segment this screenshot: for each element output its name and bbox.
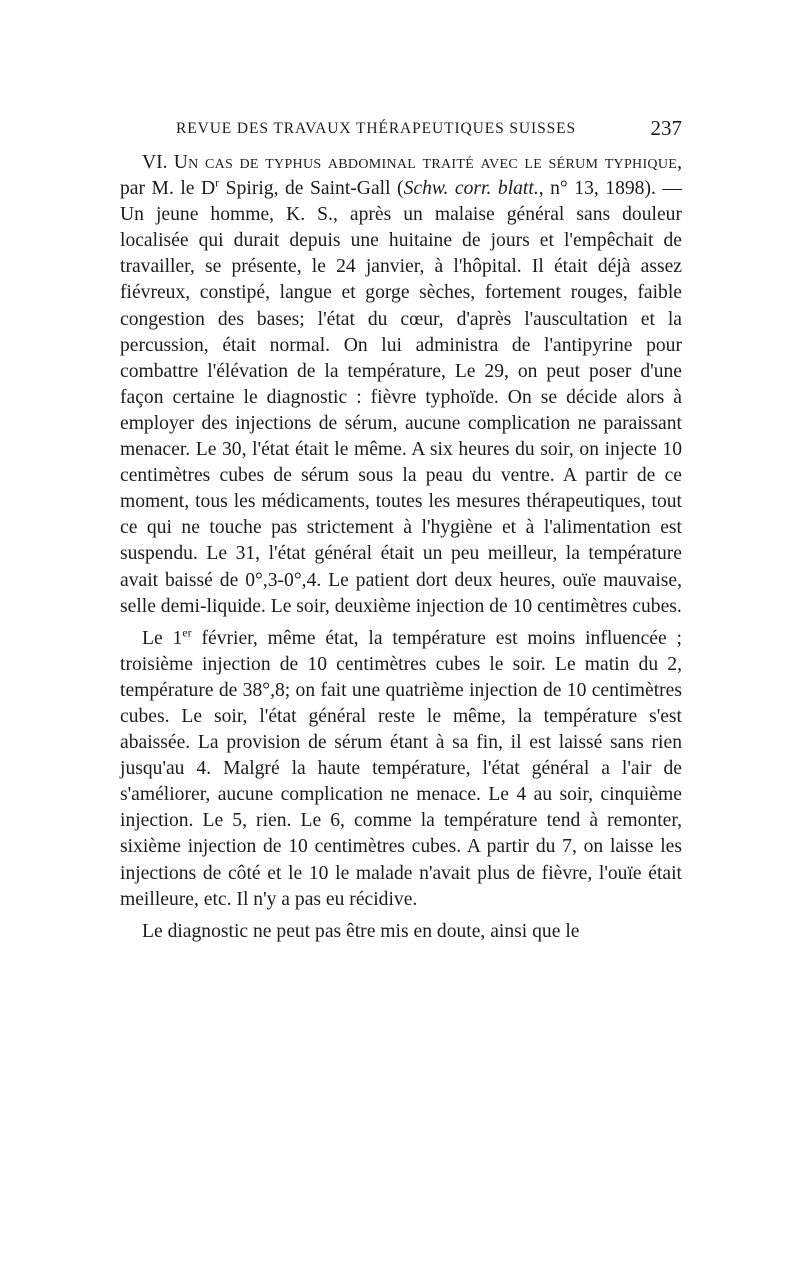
article-paragraph-2 xyxy=(120,626,682,913)
running-head xyxy=(120,118,682,148)
page-number: 237 xyxy=(650,116,682,140)
book-page xyxy=(120,118,682,945)
paragraph-2-start: Le 1 xyxy=(142,627,183,649)
journal-name: Schw. corr. blatt. xyxy=(403,178,539,200)
article-number: VI. xyxy=(142,152,168,173)
paragraph-1-body: , n° 13, 1898). — Un jeune homme, K. S., après un malaise général sans douleur localisée qui durait depuis une huitaine de jours et l'empêchait de travailler, se présente, le 24 janvier, à l'hôpital. Il était déjà assez fiévreux, constipé, langue et gorge sèches, fortement rouges, faible congestion des bases; l'état du cœur, d'après l'auscultation et la percussion, était normal. On lui administra de l'antipyrine pour combattre l'élévation de la température, Le 29, on peut poser d'une façon certaine le diagnostic : fièvre typhoïde. On se décide alors à employer des injections de sérum, aucune complication ne paraissant menacer. Le 30, l'état était le même. A six heures du soir, on injecte 10 centimètres cubes de sérum sous la peau du ventre. A partir de ce moment, tous les médicaments, toutes les mesures thérapeutiques, tout ce qui ne touche pas strictement à l'hygiène et à l'alimentation est suspendu. Le 31, l'état général était un peu meilleur, la température avait baissé de 0°,3-0°,4. Le patient dort deux heures, ouïe mauvaise, selle demi-liquide. Le soir, deuxième injection de 10 centimètres cubes. xyxy=(120,178,682,617)
paragraph-2-body: février, même état, la température est moins influencée ; troisième injection de 10 centimètres cubes le soir. Le matin du 2, température de 38°,8; on fait une quatrième injection de 10 centimètres cubes. Le soir, l'état général reste le même, la température s'est abaissée. La provision de sérum étant à sa fin, il est laissé sans rien jusqu'au 4. Malgré la haute température, l'état général a l'air de s'améliorer, aucune complication ne menace. Le 4 au soir, cinquième injection. Le 5, rien. Le 6, comme la température tend à remonter, sixième injection de 10 centimètres cubes. A partir du 7, on laisse les injections de côté et le 10 le malade n'avait plus de fièvre, l'ouïe était meilleure, etc. Il n'y a pas eu récidive. xyxy=(120,627,682,910)
byline-part-a: , par M. le D xyxy=(120,152,683,200)
article-title: Un cas de typhus abdominal traité avec le sérum typhique xyxy=(173,152,678,173)
byline-part-b: Spirig, de Saint-Gall ( xyxy=(219,178,404,200)
running-title: REVUE DES TRAVAUX THÉRAPEUTIQUES SUISSES xyxy=(176,120,577,137)
article-paragraph-3 xyxy=(120,919,682,945)
byline-superscript: r xyxy=(215,175,220,190)
article-paragraph-1 xyxy=(120,150,682,620)
paragraph-2-superscript: er xyxy=(182,625,192,640)
paragraph-3-body: Le diagnostic ne peut pas être mis en doute, ainsi que le xyxy=(142,920,580,942)
